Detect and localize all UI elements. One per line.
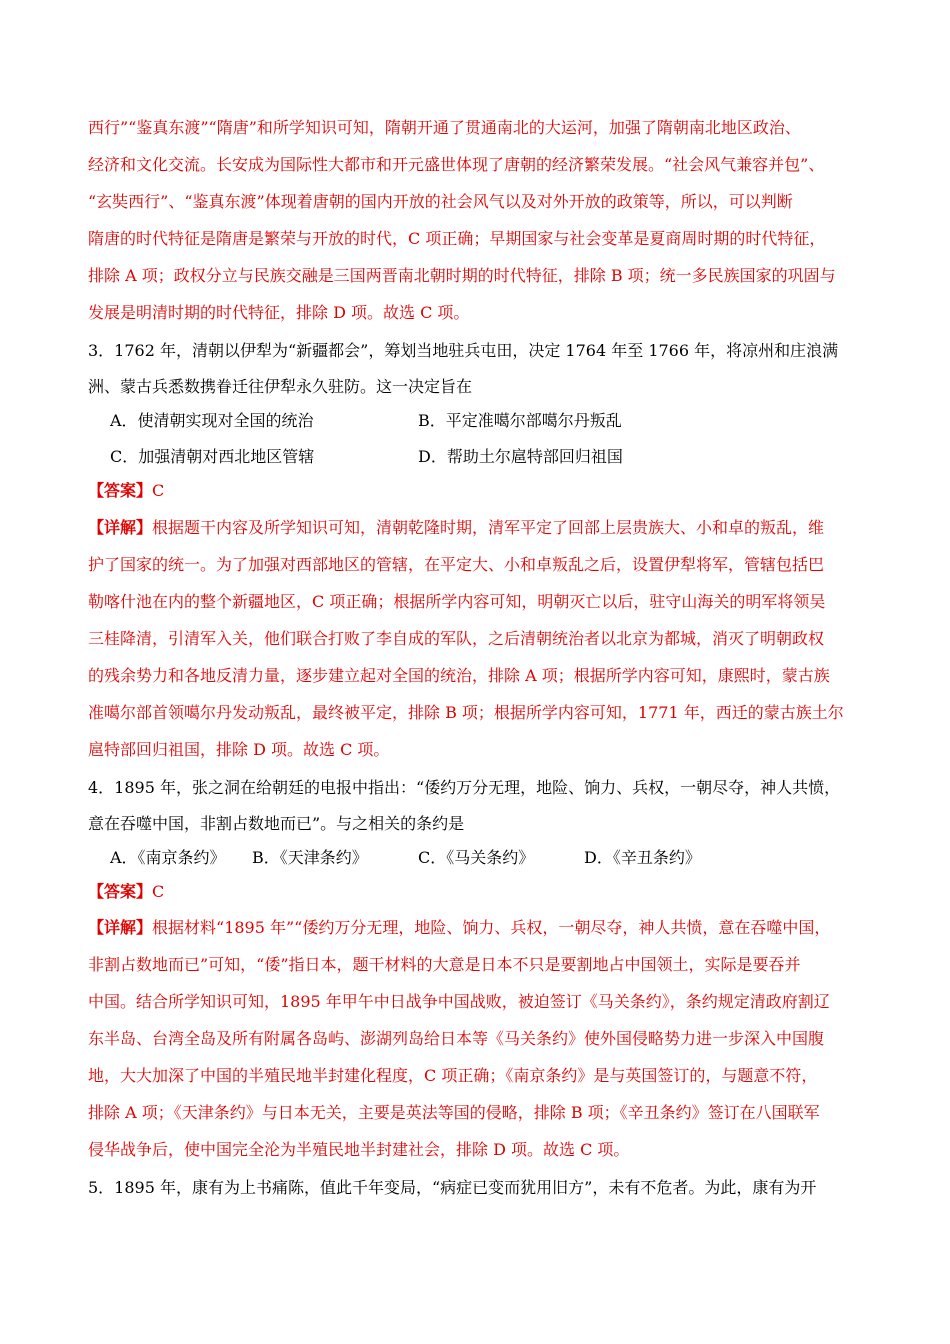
q3-answer	[88, 480, 164, 502]
q3-explain-line: 勒喀什池在内的整个新疆地区，C 项正确；根据所学内容可知，明朝灭亡以后，驻守山海关的明军将领吴	[88, 592, 826, 611]
q3-option-a: A．使清朝实现对全国的统治	[110, 411, 314, 430]
answer-value: C	[152, 882, 165, 901]
q4-explain-line: 侵华战争后，使中国完全沦为半殖民地半封建社会，排除 D 项。故选 C 项。	[88, 1140, 630, 1159]
q2-explain-line: “玄奘西行”、“鉴真东渡”体现着唐朝的国内开放的社会风气以及对外开放的政策等，所以，可以判断	[88, 192, 793, 211]
q4-explain-line: 中国。结合所学知识可知，1895 年甲午中日战争中国战败，被迫签订《马关条约》，条约规定清政府割辽	[88, 992, 830, 1011]
q4-explain-line	[88, 917, 830, 939]
q4-answer	[88, 881, 164, 903]
q3-explain-line: 三桂降清，引清军入关，他们联合打败了李自成的军队，之后清朝统治者以北京为都城，消灭了明朝政权	[88, 629, 825, 648]
q4-explain-line: 东半岛、台湾全岛及所有附属各岛屿、澎湖列岛给日本等《马关条约》使外国侵略势力进一步深入中国腹	[88, 1029, 825, 1048]
q2-explain-line: 隋唐的时代特征是隋唐是繁荣与开放的时代，C 项正确；早期国家与社会变革是夏商周时期的时代特征，	[88, 229, 826, 248]
q4-option-c: C．《马关条约》	[418, 848, 535, 867]
q2-explain-line: 西行”“鉴真东渡”“隋唐”和所学知识可知，隋朝开通了贯通南北的大运河，加强了隋朝南北地区政治、	[88, 118, 801, 137]
q3-explain-line	[88, 517, 824, 539]
q4-option-b: B．《天津条约》	[252, 848, 368, 867]
q3-option-b: B．平定准噶尔部噶尔丹叛乱	[418, 411, 622, 430]
q3-explain-line: 护了国家的统一。为了加强对西部地区的管辖，在平定大、小和卓叛乱之后，设置伊犁将军，管辖包括巴	[88, 555, 825, 574]
explain-text: 根据材料“1895 年”“倭约万分无理，地险、饷力、兵权，一朝尽夺，神人共愤，意在吞噬中国，	[152, 918, 831, 937]
q3-explain-line: 准噶尔部首领噶尔丹发动叛乱，最终被平定，排除 B 项；根据所学内容可知，1771 年，西迁的蒙古族土尔	[88, 703, 844, 722]
q4-option-d: D．《辛丑条约》	[584, 848, 701, 867]
q3-option-d: D．帮助土尔扈特部回归祖国	[418, 447, 623, 466]
q4-explain-line: 排除 A 项；《天津条约》与日本无关，主要是英法等国的侵略，排除 B 项；《辛丑条约》签订在八国联军	[88, 1103, 820, 1122]
q4-stem-line: 意在吞噬中国，非割占数地而已”。与之相关的条约是	[88, 814, 465, 833]
q5-stem-line: 5．1895 年，康有为上书痛陈，值此千年变局，“病症已变而犹用旧方”，未有不危者。为此，康有为开	[88, 1178, 817, 1197]
q3-option-c: C．加强清朝对西北地区管辖	[110, 447, 315, 466]
explain-tag: 【详解】	[88, 918, 153, 937]
q4-explain-line: 非割占数地而已”可知，“倭”指日本，题干材料的大意是日本不只是要割地占中国领土，实际是要吞并	[88, 955, 801, 974]
q3-stem-line: 3．1762 年，清朝以伊犁为“新疆都会”，筹划当地驻兵屯田，决定 1764 年至 1766 年，将凉州和庄浪满	[88, 341, 839, 360]
q2-explain-line: 排除 A 项；政权分立与民族交融是三国两晋南北朝时期的时代特征，排除 B 项；统一多民族国家的巩固与	[88, 266, 836, 285]
answer-value: C	[152, 481, 165, 500]
q2-explain-line: 发展是明清时期的时代特征，排除 D 项。故选 C 项。	[88, 303, 470, 322]
q4-option-a: A．《南京条约》	[110, 848, 226, 867]
answer-tag: 【答案】	[88, 481, 153, 500]
q3-stem-line: 洲、蒙古兵悉数携眷迁往伊犁永久驻防。这一决定旨在	[88, 377, 473, 396]
q4-stem-line: 4．1895 年，张之洞在给朝廷的电报中指出：“倭约万分无理，地险、饷力、兵权，一朝尽夺，神人共愤，	[88, 778, 841, 797]
explain-text: 根据题干内容及所学知识可知，清朝乾隆时期，清军平定了回部上层贵族大、小和卓的叛乱，维	[152, 518, 825, 537]
q3-explain-line: 扈特部回归祖国，排除 D 项。故选 C 项。	[88, 740, 390, 759]
q4-explain-line: 地，大大加深了中国的半殖民地半封建化程度，C 项正确；《南京条约》是与英国签订的，与题意不符，	[88, 1066, 818, 1085]
q3-explain-line: 的残余势力和各地反清力量，逐步建立起对全国的统治，排除 A 项；根据所学内容可知，康熙时，蒙古族	[88, 666, 830, 685]
explain-tag: 【详解】	[88, 518, 153, 537]
q2-explain-line: 经济和文化交流。长安成为国际性大都市和开元盛世体现了唐朝的经济繁荣发展。“社会风气兼容并包”、	[88, 155, 825, 174]
answer-tag: 【答案】	[88, 882, 153, 901]
